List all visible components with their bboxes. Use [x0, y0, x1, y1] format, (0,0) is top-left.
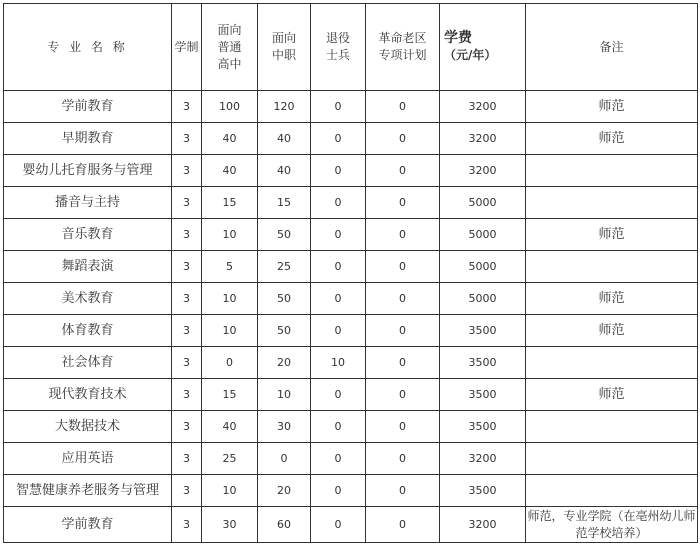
- general-high-quota-cell: 0: [202, 347, 258, 379]
- general-high-quota-cell: 30: [202, 507, 258, 543]
- note-cell: 师范: [526, 283, 698, 315]
- header-old-revolutionary: [366, 4, 440, 91]
- years-cell: 3: [172, 315, 202, 347]
- note-cell: 师范: [526, 219, 698, 251]
- major-name-cell: 学前教育: [4, 507, 172, 543]
- tuition-cell: 5000: [440, 283, 526, 315]
- vocational-quota-cell: 40: [258, 155, 311, 187]
- old-revolutionary-quota-cell: 0: [366, 123, 440, 155]
- table-row: [4, 443, 698, 475]
- general-high-quota-cell: 15: [202, 187, 258, 219]
- note-cell: [526, 475, 698, 507]
- years-cell: 3: [172, 187, 202, 219]
- years-cell: 3: [172, 507, 202, 543]
- major-name-cell: 音乐教育: [4, 219, 172, 251]
- header-name: 专 业 名 称: [4, 4, 172, 91]
- table-header-row: [4, 4, 698, 91]
- vocational-quota-cell: 15: [258, 187, 311, 219]
- header-veterans-line: 士兵: [325, 48, 350, 62]
- veterans-quota-cell: 0: [311, 315, 366, 347]
- vocational-quota-cell: 60: [258, 507, 311, 543]
- tuition-cell: 3200: [440, 91, 526, 123]
- tuition-cell: 3200: [440, 507, 526, 543]
- years-cell: 3: [172, 219, 202, 251]
- tuition-cell: 5000: [440, 251, 526, 283]
- header-old-revolutionary-line: 革命老区: [378, 31, 427, 45]
- old-revolutionary-quota-cell: 0: [366, 315, 440, 347]
- years-cell: 3: [172, 475, 202, 507]
- vocational-quota-cell: 40: [258, 123, 311, 155]
- header-general-high-line: 普通: [217, 39, 242, 54]
- header-veterans-line: 退役: [325, 31, 350, 45]
- veterans-quota-cell: 0: [311, 251, 366, 283]
- tuition-cell: 3500: [440, 347, 526, 379]
- table-body: [4, 91, 698, 543]
- major-name-cell: 大数据技术: [4, 411, 172, 443]
- old-revolutionary-quota-cell: 0: [366, 347, 440, 379]
- vocational-quota-cell: 20: [258, 347, 311, 379]
- vocational-quota-cell: 50: [258, 315, 311, 347]
- vocational-quota-cell: 30: [258, 411, 311, 443]
- enrollment-plan-table: [3, 3, 698, 543]
- vocational-quota-cell: 50: [258, 283, 311, 315]
- table-row: [4, 283, 698, 315]
- old-revolutionary-quota-cell: 0: [366, 251, 440, 283]
- veterans-quota-cell: 0: [311, 91, 366, 123]
- tuition-cell: 3200: [440, 443, 526, 475]
- veterans-quota-cell: 0: [311, 379, 366, 411]
- tuition-cell: 3500: [440, 379, 526, 411]
- note-cell: [526, 155, 698, 187]
- general-high-quota-cell: 40: [202, 411, 258, 443]
- veterans-quota-cell: 0: [311, 443, 366, 475]
- note-cell: 师范: [526, 123, 698, 155]
- table-row: [4, 475, 698, 507]
- major-name-cell: 体育教育: [4, 315, 172, 347]
- years-cell: 3: [172, 379, 202, 411]
- general-high-quota-cell: 40: [202, 155, 258, 187]
- years-cell: 3: [172, 411, 202, 443]
- major-name-cell: 婴幼儿托育服务与管理: [4, 155, 172, 187]
- years-cell: 3: [172, 123, 202, 155]
- old-revolutionary-quota-cell: 0: [366, 475, 440, 507]
- old-revolutionary-quota-cell: 0: [366, 91, 440, 123]
- old-revolutionary-quota-cell: 0: [366, 443, 440, 475]
- general-high-quota-cell: 25: [202, 443, 258, 475]
- general-high-quota-cell: 10: [202, 475, 258, 507]
- general-high-quota-cell: 15: [202, 379, 258, 411]
- note-cell: 师范: [526, 315, 698, 347]
- tuition-cell: 5000: [440, 219, 526, 251]
- header-fee: [440, 4, 526, 91]
- note-cell: [526, 443, 698, 475]
- tuition-cell: 5000: [440, 187, 526, 219]
- general-high-quota-cell: 10: [202, 219, 258, 251]
- major-name-cell: 应用英语: [4, 443, 172, 475]
- table-row: [4, 507, 698, 543]
- old-revolutionary-quota-cell: 0: [366, 155, 440, 187]
- header-general-high-line: 高中: [217, 56, 242, 71]
- veterans-quota-cell: 0: [311, 475, 366, 507]
- old-revolutionary-quota-cell: 0: [366, 283, 440, 315]
- major-name-cell: 舞蹈表演: [4, 251, 172, 283]
- old-revolutionary-quota-cell: 0: [366, 507, 440, 543]
- veterans-quota-cell: 0: [311, 219, 366, 251]
- years-cell: 3: [172, 283, 202, 315]
- major-name-cell: 社会体育: [4, 347, 172, 379]
- note-cell: 师范，专业学院（在亳州幼儿师范学校培养）: [526, 507, 698, 543]
- vocational-quota-cell: 0: [258, 443, 311, 475]
- old-revolutionary-quota-cell: 0: [366, 219, 440, 251]
- major-name-cell: 播音与主持: [4, 187, 172, 219]
- table-row: [4, 91, 698, 123]
- table-row: [4, 347, 698, 379]
- header-vocational-line: 面向: [271, 31, 296, 45]
- veterans-quota-cell: 0: [311, 411, 366, 443]
- note-cell: 师范: [526, 379, 698, 411]
- table-row: [4, 187, 698, 219]
- major-name-cell: 美术教育: [4, 283, 172, 315]
- major-name-cell: 现代教育技术: [4, 379, 172, 411]
- header-fee-title: 学费: [444, 30, 472, 46]
- years-cell: 3: [172, 155, 202, 187]
- major-name-cell: 学前教育: [4, 91, 172, 123]
- tuition-cell: 3500: [440, 411, 526, 443]
- note-cell: 师范: [526, 91, 698, 123]
- table-row: [4, 155, 698, 187]
- veterans-quota-cell: 0: [311, 123, 366, 155]
- vocational-quota-cell: 120: [258, 91, 311, 123]
- veterans-quota-cell: 0: [311, 507, 366, 543]
- header-veterans: [311, 4, 366, 91]
- general-high-quota-cell: 5: [202, 251, 258, 283]
- note-cell: [526, 347, 698, 379]
- years-cell: 3: [172, 443, 202, 475]
- table-row: [4, 315, 698, 347]
- note-cell: [526, 187, 698, 219]
- note-cell: [526, 251, 698, 283]
- vocational-quota-cell: 10: [258, 379, 311, 411]
- general-high-quota-cell: 100: [202, 91, 258, 123]
- general-high-quota-cell: 40: [202, 123, 258, 155]
- veterans-quota-cell: 0: [311, 283, 366, 315]
- header-fee-unit: （元/年）: [444, 48, 497, 62]
- general-high-quota-cell: 10: [202, 283, 258, 315]
- header-general-high: [202, 4, 258, 91]
- header-years: 学制: [172, 4, 202, 91]
- vocational-quota-cell: 25: [258, 251, 311, 283]
- header-old-revolutionary-line: 专项计划: [378, 48, 427, 62]
- vocational-quota-cell: 50: [258, 219, 311, 251]
- old-revolutionary-quota-cell: 0: [366, 411, 440, 443]
- header-general-high-line: 面向: [217, 22, 242, 37]
- table-row: [4, 411, 698, 443]
- tuition-cell: 3500: [440, 475, 526, 507]
- table-row: [4, 219, 698, 251]
- veterans-quota-cell: 0: [311, 187, 366, 219]
- years-cell: 3: [172, 347, 202, 379]
- years-cell: 3: [172, 251, 202, 283]
- major-name-cell: 早期教育: [4, 123, 172, 155]
- old-revolutionary-quota-cell: 0: [366, 379, 440, 411]
- old-revolutionary-quota-cell: 0: [366, 187, 440, 219]
- note-cell: [526, 411, 698, 443]
- header-note: 备注: [526, 4, 698, 91]
- general-high-quota-cell: 10: [202, 315, 258, 347]
- years-cell: 3: [172, 91, 202, 123]
- header-vocational-line: 中职: [271, 48, 296, 62]
- tuition-cell: 3200: [440, 155, 526, 187]
- tuition-cell: 3500: [440, 315, 526, 347]
- veterans-quota-cell: 0: [311, 155, 366, 187]
- tuition-cell: 3200: [440, 123, 526, 155]
- table-row: [4, 251, 698, 283]
- table-row: [4, 123, 698, 155]
- header-vocational: [258, 4, 311, 91]
- table-row: [4, 379, 698, 411]
- vocational-quota-cell: 20: [258, 475, 311, 507]
- major-name-cell: 智慧健康养老服务与管理: [4, 475, 172, 507]
- veterans-quota-cell: 10: [311, 347, 366, 379]
